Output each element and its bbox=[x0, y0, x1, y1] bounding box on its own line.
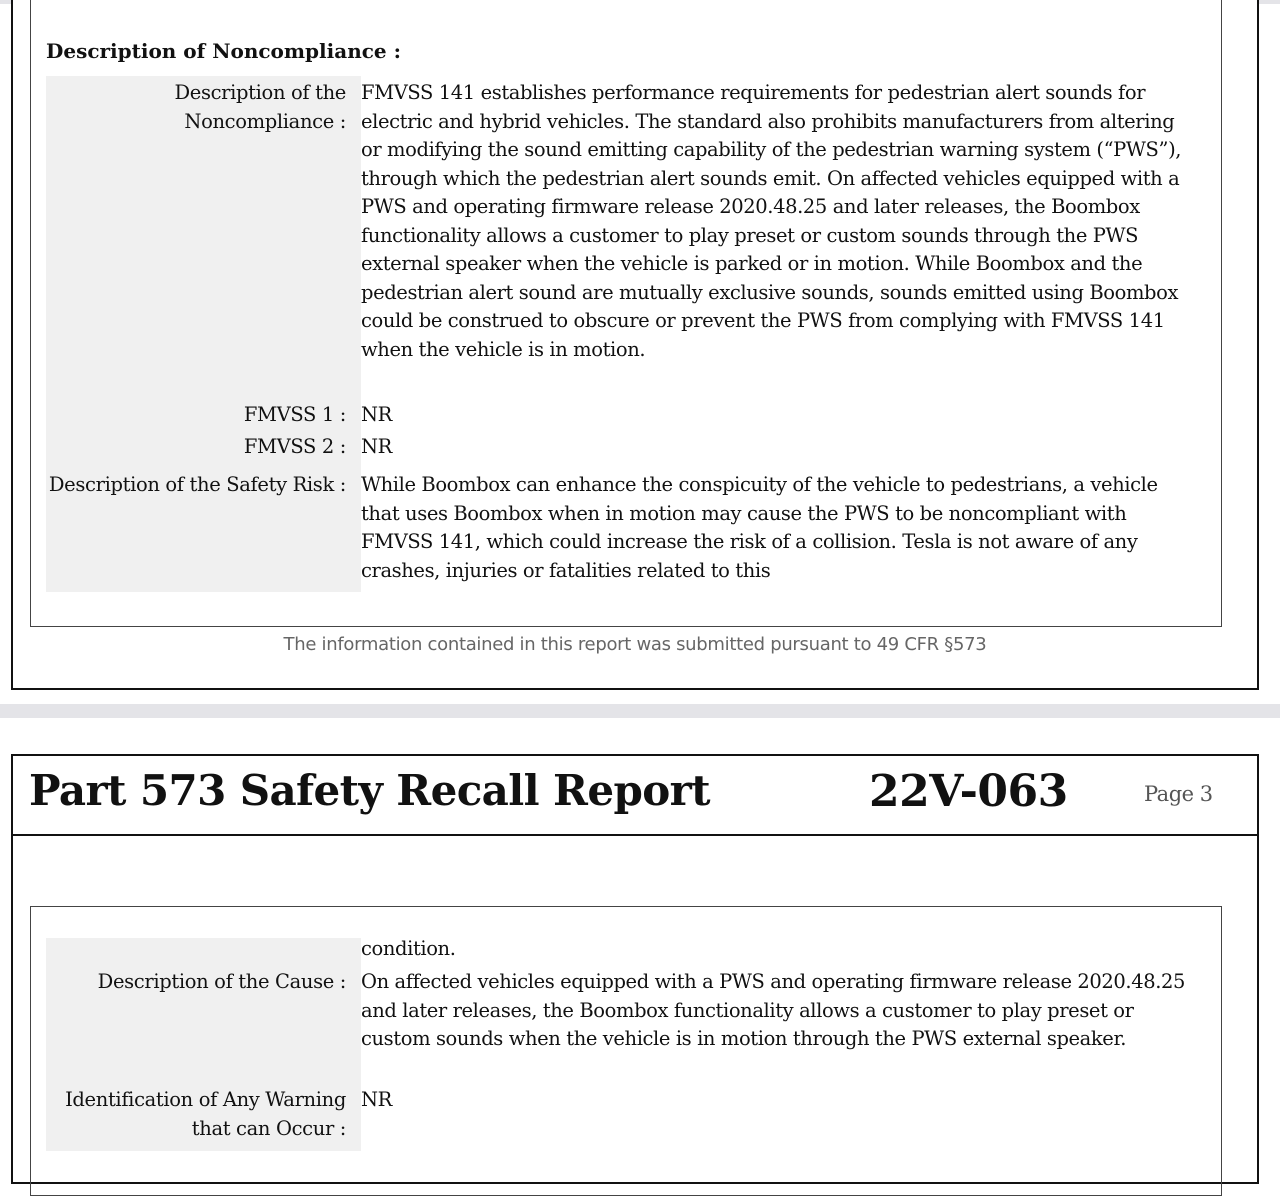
page-number: Page 3 bbox=[1144, 782, 1213, 806]
report-header bbox=[13, 756, 1257, 836]
field-value: While Boombox can enhance the conspicuity of the vehicle to pedestrians, a vehicle that uses Boombox when in motion may cause the PWS to be noncompliant with FMVSS 141, which could increase the risk of a collision. Tesla is not aware of any crashes, injuries or fatalities related to this bbox=[361, 473, 1158, 582]
document-page-3 bbox=[11, 754, 1259, 1184]
page-footer: The information contained in this report was submitted pursuant to 49 CFR §573 bbox=[283, 634, 987, 655]
content-box bbox=[30, 0, 1222, 627]
field-row-continuation bbox=[46, 935, 1196, 964]
document-page-2 bbox=[11, 0, 1259, 690]
field-row-warning bbox=[46, 1086, 1196, 1143]
field-value: NR bbox=[361, 1088, 392, 1111]
field-label: Description of the Cause : bbox=[97, 970, 346, 993]
report-title: Part 573 Safety Recall Report bbox=[29, 766, 710, 815]
field-value: FMVSS 141 establishes performance requirements for pedestrian alert sounds for electric and hybrid vehicles. The standard also prohibits manufacturers from altering or modifying the sound emitting capability of the pedestrian warning system (“PWS”), through which the pedestrian alert sounds emit. On affected vehicles equipped with a PWS and operating firmware release 2020.48.25 and later releases, the Boombox functionality allows a customer to play preset or custom sounds through the PWS external speaker when the vehicle is parked or in motion. While Boombox and the pedestrian alert sound are mutually exclusive sounds, sounds emitted using Boombox could be construed to obscure or prevent the PWS from complying with FMVSS 141 when the vehicle is in motion. bbox=[361, 81, 1182, 361]
field-label: Description of the Noncompliance : bbox=[174, 81, 346, 133]
field-row-fmvss-2 bbox=[46, 433, 1196, 462]
field-value: On affected vehicles equipped with a PWS and operating firmware release 2020.48.25 and later releases, the Boombox functionality allows a customer to play preset or custom sounds when the vehicle is in motion through the PWS external speaker. bbox=[361, 970, 1186, 1050]
field-value: NR bbox=[361, 403, 392, 426]
field-value: NR bbox=[361, 435, 392, 458]
field-row-fmvss-1 bbox=[46, 401, 1196, 430]
viewer-page-gap bbox=[0, 704, 1280, 718]
field-label: Identification of Any Warning that can Occur : bbox=[65, 1088, 346, 1140]
field-label: Description of the Safety Risk : bbox=[48, 473, 346, 496]
section-heading-noncompliance: Description of Noncompliance : bbox=[46, 39, 401, 63]
field-row-cause bbox=[46, 968, 1196, 1054]
content-box bbox=[30, 906, 1222, 1196]
field-label: FMVSS 1 : bbox=[243, 403, 346, 426]
field-row-noncompliance bbox=[46, 79, 1196, 364]
field-value: condition. bbox=[361, 937, 456, 960]
field-label: FMVSS 2 : bbox=[243, 435, 346, 458]
field-row-safety-risk bbox=[46, 471, 1196, 585]
field-label bbox=[46, 935, 361, 964]
recall-id: 22V-063 bbox=[869, 766, 1068, 817]
